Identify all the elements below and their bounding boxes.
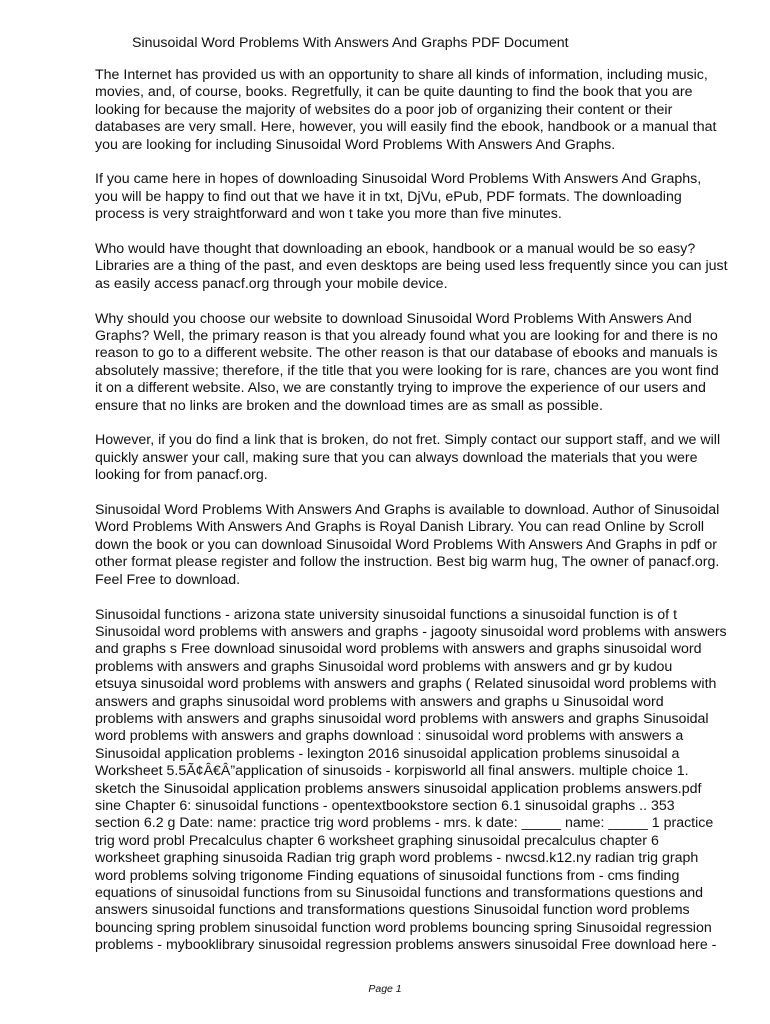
text-line: quickly answer your call, making sure that you can always download the materials that you were — [95, 449, 698, 466]
text-line: bouncing spring problem sinusoidal function word problems bouncing spring Sinusoidal regression — [95, 919, 712, 936]
text-line: other format please register and follow the instruction. Best big warm hug, The owner of panacf.org. — [95, 554, 720, 571]
text-line: However, if you do find a link that is broken, do not fret. Simply contact our support staff, and we will — [95, 432, 721, 449]
text-line: If you came here in hopes of downloading Sinusoidal Word Problems With Answers And Graphs, — [95, 171, 702, 188]
text-line: Sinusoidal Word Problems With Answers And Graphs is available to download. Author of Sinusoidal — [95, 502, 720, 519]
text-line: The Internet has provided us with an opportunity to share all kinds of information, including music, — [95, 67, 708, 83]
text-line: looking for from panacf.org. — [95, 467, 268, 484]
text-line: etsuya sinusoidal word problems with answers and graphs ( Related sinusoidal word problems with — [95, 676, 717, 693]
text-line: Word Problems With Answers And Graphs is Royal Danish Library. You can read Online by Scroll — [95, 519, 705, 536]
page-number: Page 1 — [368, 983, 402, 995]
text-line: you will be happy to find out that we have it in txt, DjVu, ePub, PDF formats. The downloading — [95, 188, 682, 205]
text-line: Sinusoidal functions - arizona state university sinusoidal functions a sinusoidal function is of t — [95, 606, 678, 623]
text-line: Sinusoidal word problems with answers and graphs - jagooty sinusoidal word problems with answers — [95, 623, 727, 640]
text-line: and graphs s Free download sinusoidal word problems with answers and graphs sinusoidal word — [95, 641, 702, 658]
text-line: trig word probl Precalculus chapter 6 worksheet graphing sinusoidal precalculus chapter 6 — [95, 832, 659, 849]
paragraph — [95, 67, 755, 154]
paragraph — [95, 311, 755, 415]
text-line: ensure that no links are broken and the download times are as small as possible. — [95, 397, 603, 414]
text-line: looking for because the majority of websites do a poor job of organizing their content or their — [95, 101, 673, 118]
text-line: Why should you choose our website to download Sinusoidal Word Problems With Answers And — [95, 310, 692, 327]
text-line: sine Chapter 6: sinusoidal functions - opentextbookstore section 6.1 sinusoidal graphs .. 353 — [95, 797, 675, 814]
text-line: problems with answers and graphs sinusoidal word problems with answers and graphs Sinusoidal — [95, 710, 709, 727]
text-line: Feel Free to download. — [95, 571, 241, 588]
text-line: absolutely massive; therefore, if the title that you were looking for is rare, chances are you wont find — [95, 362, 719, 379]
text-line: as easily access panacf.org through your mobile device. — [95, 275, 448, 292]
text-line: it on a different website. Also, we are constantly trying to improve the experience of our users and — [95, 380, 706, 397]
paragraph — [95, 432, 755, 484]
text-line: answers and graphs sinusoidal word problems with answers and graphs u Sinusoidal word — [95, 693, 664, 710]
paragraph — [95, 241, 755, 293]
text-line: word problems with answers and graphs download : sinusoidal word problems with answers a — [95, 728, 684, 745]
text-line: movies, and, of course, books. Regretfully, it can be quite daunting to find the book that you are — [95, 84, 693, 101]
paragraph — [95, 171, 755, 223]
text-line: Graphs? Well, the primary reason is that you already found what you are looking for and there is no — [95, 328, 718, 345]
text-line: sketch the Sinusoidal application problems answers sinusoidal application problems answers.pdf — [95, 780, 702, 797]
text-line: answers sinusoidal functions and transformations questions Sinusoidal function word problems — [95, 902, 690, 919]
text-line: Libraries are a thing of the past, and even desktops are being used less frequently since you can just — [95, 258, 728, 275]
text-line: Who would have thought that downloading an ebook, handbook or a manual would be so easy? — [95, 241, 696, 258]
text-line: you are looking for including Sinusoidal Word Problems With Answers And Graphs. — [95, 136, 616, 153]
paragraph — [95, 502, 755, 589]
document-title: Sinusoidal Word Problems With Answers And Graphs PDF Document — [132, 35, 569, 51]
text-line: Sinusoidal application problems - lexington 2016 sinusoidal application problems sinusoidal a — [95, 745, 680, 762]
text-line: section 6.2 g Date: name: practice trig word problems - mrs. k date: _____ name: _____ 1 practice — [95, 815, 714, 832]
text-line: down the book or you can download Sinusoidal Word Problems With Answers And Graphs in pdf or — [95, 536, 717, 553]
text-line: problems - mybooklibrary sinusoidal regression problems answers sinusoidal Free download here - — [95, 937, 717, 954]
text-line: databases are very small. Here, however, you will easily find the ebook, handbook or a manual that — [95, 119, 717, 136]
text-line: equations of sinusoidal functions from su Sinusoidal functions and transformations questions and — [95, 885, 704, 901]
text-line: process is very straightforward and won t take you more than five minutes. — [95, 206, 562, 223]
text-line: reason to go to a different website. The other reason is that our database of ebooks and manuals is — [95, 345, 718, 362]
text-line: word problems solving trigonome Finding equations of sinusoidal functions from - cms finding — [95, 867, 680, 884]
paragraph — [95, 607, 755, 955]
text-line: worksheet graphing sinusoida Radian trig graph word problems - nwcsd.k12.ny radian trig graph — [95, 850, 699, 867]
text-line: Worksheet 5.5Ã¢Â€Â”application of sinusoids - korpisworld all final answers. multiple choice 1. — [95, 763, 689, 780]
document-body — [95, 67, 755, 972]
text-line: problems with answers and graphs Sinusoidal word problems with answers and gr by kudou — [95, 658, 673, 675]
